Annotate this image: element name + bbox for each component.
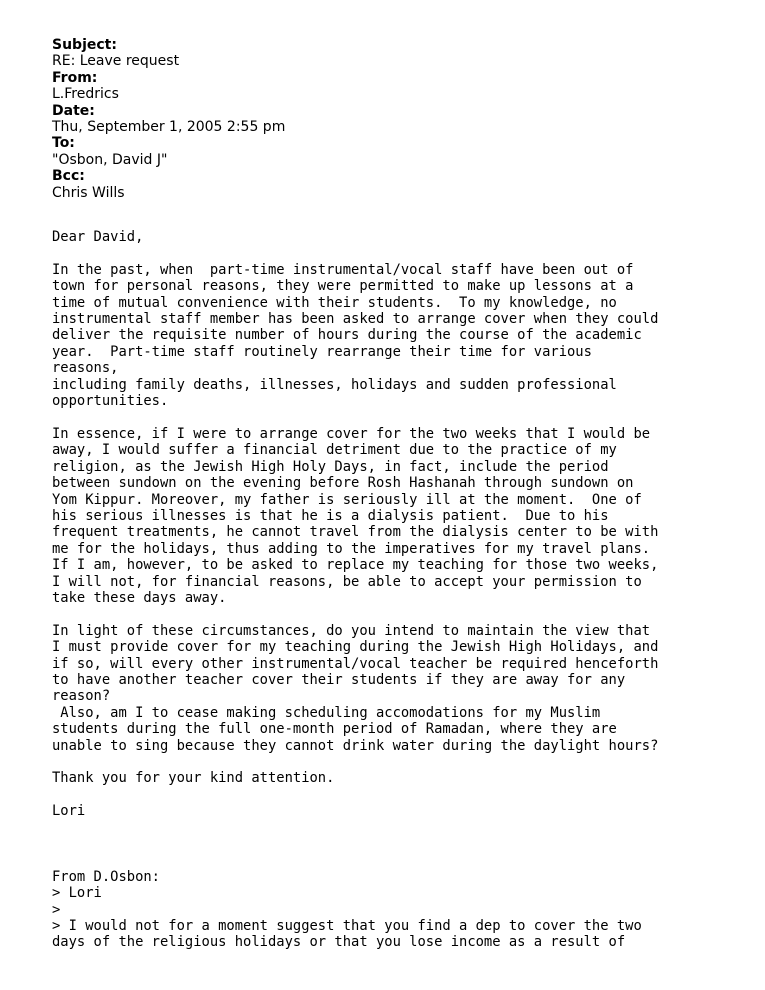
bcc-value: Chris Wills bbox=[52, 184, 125, 201]
greeting: Dear David, bbox=[52, 229, 144, 245]
from-value: L.Fredrics bbox=[52, 86, 119, 103]
paragraph-1: In the past, when part-time instrumental/vocal staff have been out of town for personal reasons, they were permitted to make up lessons at a time of mutual convenience with their students. To my knowledge, no instrumental staff member has been asked to arrange cover when they could deliver the requisite number of hours during the course of the academic year. Part-time staff routinely rearrange their time for various reasons, including family deaths, illnesses, holidays and sudden professional opportunities. bbox=[52, 261, 659, 410]
signature: Lori bbox=[52, 803, 86, 820]
quoted-text: > Lori > > I would not for a moment suggest that you find a dep to cover the two days of the religious holidays or that you lose income as a result of bbox=[52, 885, 642, 951]
closing: Thank you for your kind attention. bbox=[52, 770, 335, 787]
to-value: "Osbon, David J" bbox=[52, 151, 168, 168]
subject-label: Subject: bbox=[52, 37, 117, 53]
date-value: Thu, September 1, 2005 2:55 pm bbox=[52, 119, 286, 136]
from-label: From: bbox=[52, 69, 98, 86]
date-label: Date: bbox=[52, 102, 95, 119]
paragraph-2: In essence, if I were to arrange cover for the two weeks that I would be away, I would suffer a financial detriment due to the practice of my religion, as the Jewish High Holy Days, in fact, include the period between sundown on the evening before Rosh Hashanah through sundown on Yom Kippur. Moreover, my father is seriously ill at the moment. One of his serious illnesses is that he is a dialysis patient. Due to his frequent treatments, he cannot travel from the dialysis center to be with me for the holidays, thus adding to the imperatives for my travel plans. If I am, however, to be asked to replace my teaching for those two weeks, I will not, for financial reasons, be able to accept your permission to take these days away. bbox=[52, 425, 659, 606]
subject-value: RE: Leave request bbox=[52, 53, 180, 70]
bcc-label: Bcc: bbox=[52, 168, 85, 185]
email-headers bbox=[52, 37, 285, 201]
quoted-header: From D.Osbon: bbox=[52, 868, 160, 885]
to-label: To: bbox=[52, 135, 75, 152]
email-body bbox=[52, 229, 658, 951]
paragraph-3: In light of these circumstances, do you intend to maintain the view that I must provide cover for my teaching during the Jewish High Holidays, and if so, will every other instrumental/vocal teacher be required henceforth to have another teacher cover their students if they are away for any reason? Also, am I to cease making scheduling accomodations for my Muslim students during the full one-month period of Ramadan, where they are unable to sing because they cannot drink water during the daylight hours? bbox=[52, 622, 659, 754]
